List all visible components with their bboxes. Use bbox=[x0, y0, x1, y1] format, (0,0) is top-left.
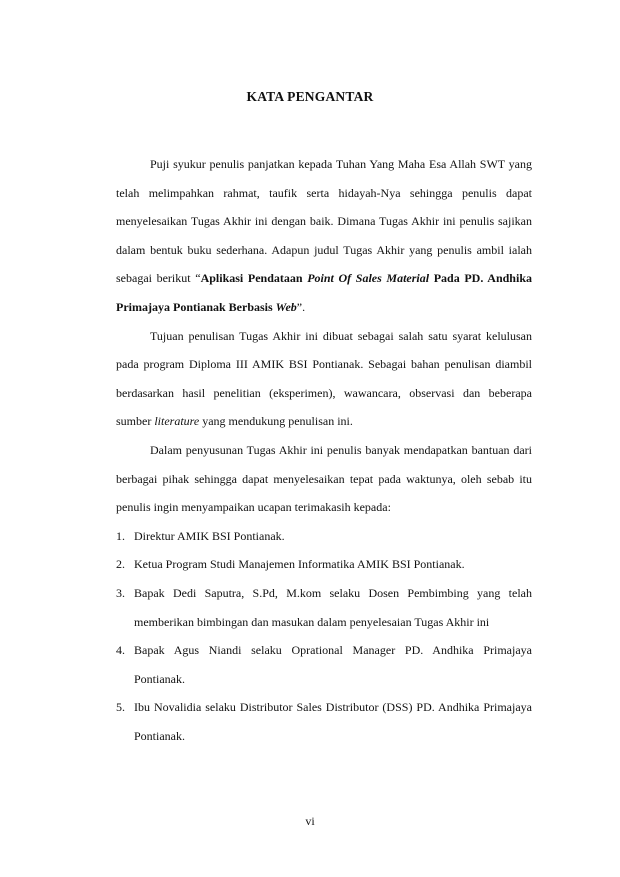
thesis-title-italic: Point Of Sales Material bbox=[307, 271, 430, 286]
page-number: vi bbox=[305, 814, 315, 828]
list-item bbox=[116, 636, 532, 693]
list-item-number: 4. bbox=[116, 643, 125, 658]
list-item bbox=[116, 550, 532, 579]
literature-word: literature bbox=[154, 414, 200, 429]
paragraph-acknowledgement: Dalam penyusunan Tugas Akhir ini penulis banyak mendapatkan bantuan dari berbagai pihak sehingga dapat menyelesaikan tepat pada waktunya, oleh sebab itu penulis ingin menyampaikan ucapan terimakasih kepada: bbox=[116, 442, 532, 515]
paragraph-intro-text: Puji syukur penulis panjatkan kepada Tuhan Yang Maha Esa Allah SWT yang telah melimpahkan rahmat, taufik serta hidayah-Nya sehingga penulis dapat menyelesaikan Tugas Akhir ini dengan baik. Dimana Tugas Akhir ini penulis sajikan dalam bentuk buku sederhana. Adapun judul Tugas Akhir yang penulis ambil ialah sebagai berikut “ bbox=[116, 157, 532, 286]
list-item-number: 1. bbox=[116, 528, 125, 543]
list-item-text: Bapak Agus Niandi selaku Oprational Manager PD. Andhika Primajaya Pontianak. bbox=[134, 643, 532, 686]
document-body bbox=[116, 150, 532, 750]
paragraph-purpose-end: yang mendukung penulisan ini. bbox=[199, 414, 353, 429]
list-item-number: 5. bbox=[116, 700, 125, 715]
list-item-text: Ibu Novalidia selaku Distributor Sales Distributor (DSS) PD. Andhika Primajaya Pontianak. bbox=[134, 700, 532, 743]
paragraph-purpose bbox=[116, 322, 532, 436]
list-item bbox=[116, 579, 532, 636]
list-item-number: 3. bbox=[116, 585, 125, 600]
thesis-title-web: Web bbox=[275, 299, 297, 314]
list-item-text: Ketua Program Studi Manajemen Informatika AMIK BSI Pontianak. bbox=[134, 557, 465, 572]
thesis-title-part1: Aplikasi Pendataan bbox=[200, 271, 308, 286]
paragraph-intro bbox=[116, 150, 532, 322]
page-title: KATA PENGANTAR bbox=[246, 89, 374, 104]
list-item-text: Bapak Dedi Saputra, S.Pd, M.kom selaku Dosen Pembimbing yang telah memberikan bimbingan dan masukan dalam penyelesaian Tugas Akhir ini bbox=[134, 585, 532, 629]
list-item-number: 2. bbox=[116, 557, 125, 572]
paragraph-purpose-text: Tujuan penulisan Tugas Akhir ini dibuat sebagai salah satu syarat kelulusan pada program Diploma III AMIK BSI Pontianak. Sebagai bahan penulisan diambil berdasarkan hasil penelitian (eksperimen), wawancara, observasi dan beberapa sumber bbox=[116, 328, 532, 429]
list-item-text: Direktur AMIK BSI Pontianak. bbox=[134, 528, 285, 543]
list-item bbox=[116, 693, 532, 750]
list-item bbox=[116, 522, 532, 551]
thesis-title-part2: Pada PD. Andhika Primajaya Pontianak Berbasis bbox=[116, 271, 532, 314]
thanks-list bbox=[116, 522, 532, 751]
paragraph-intro-end: ”. bbox=[296, 299, 306, 314]
